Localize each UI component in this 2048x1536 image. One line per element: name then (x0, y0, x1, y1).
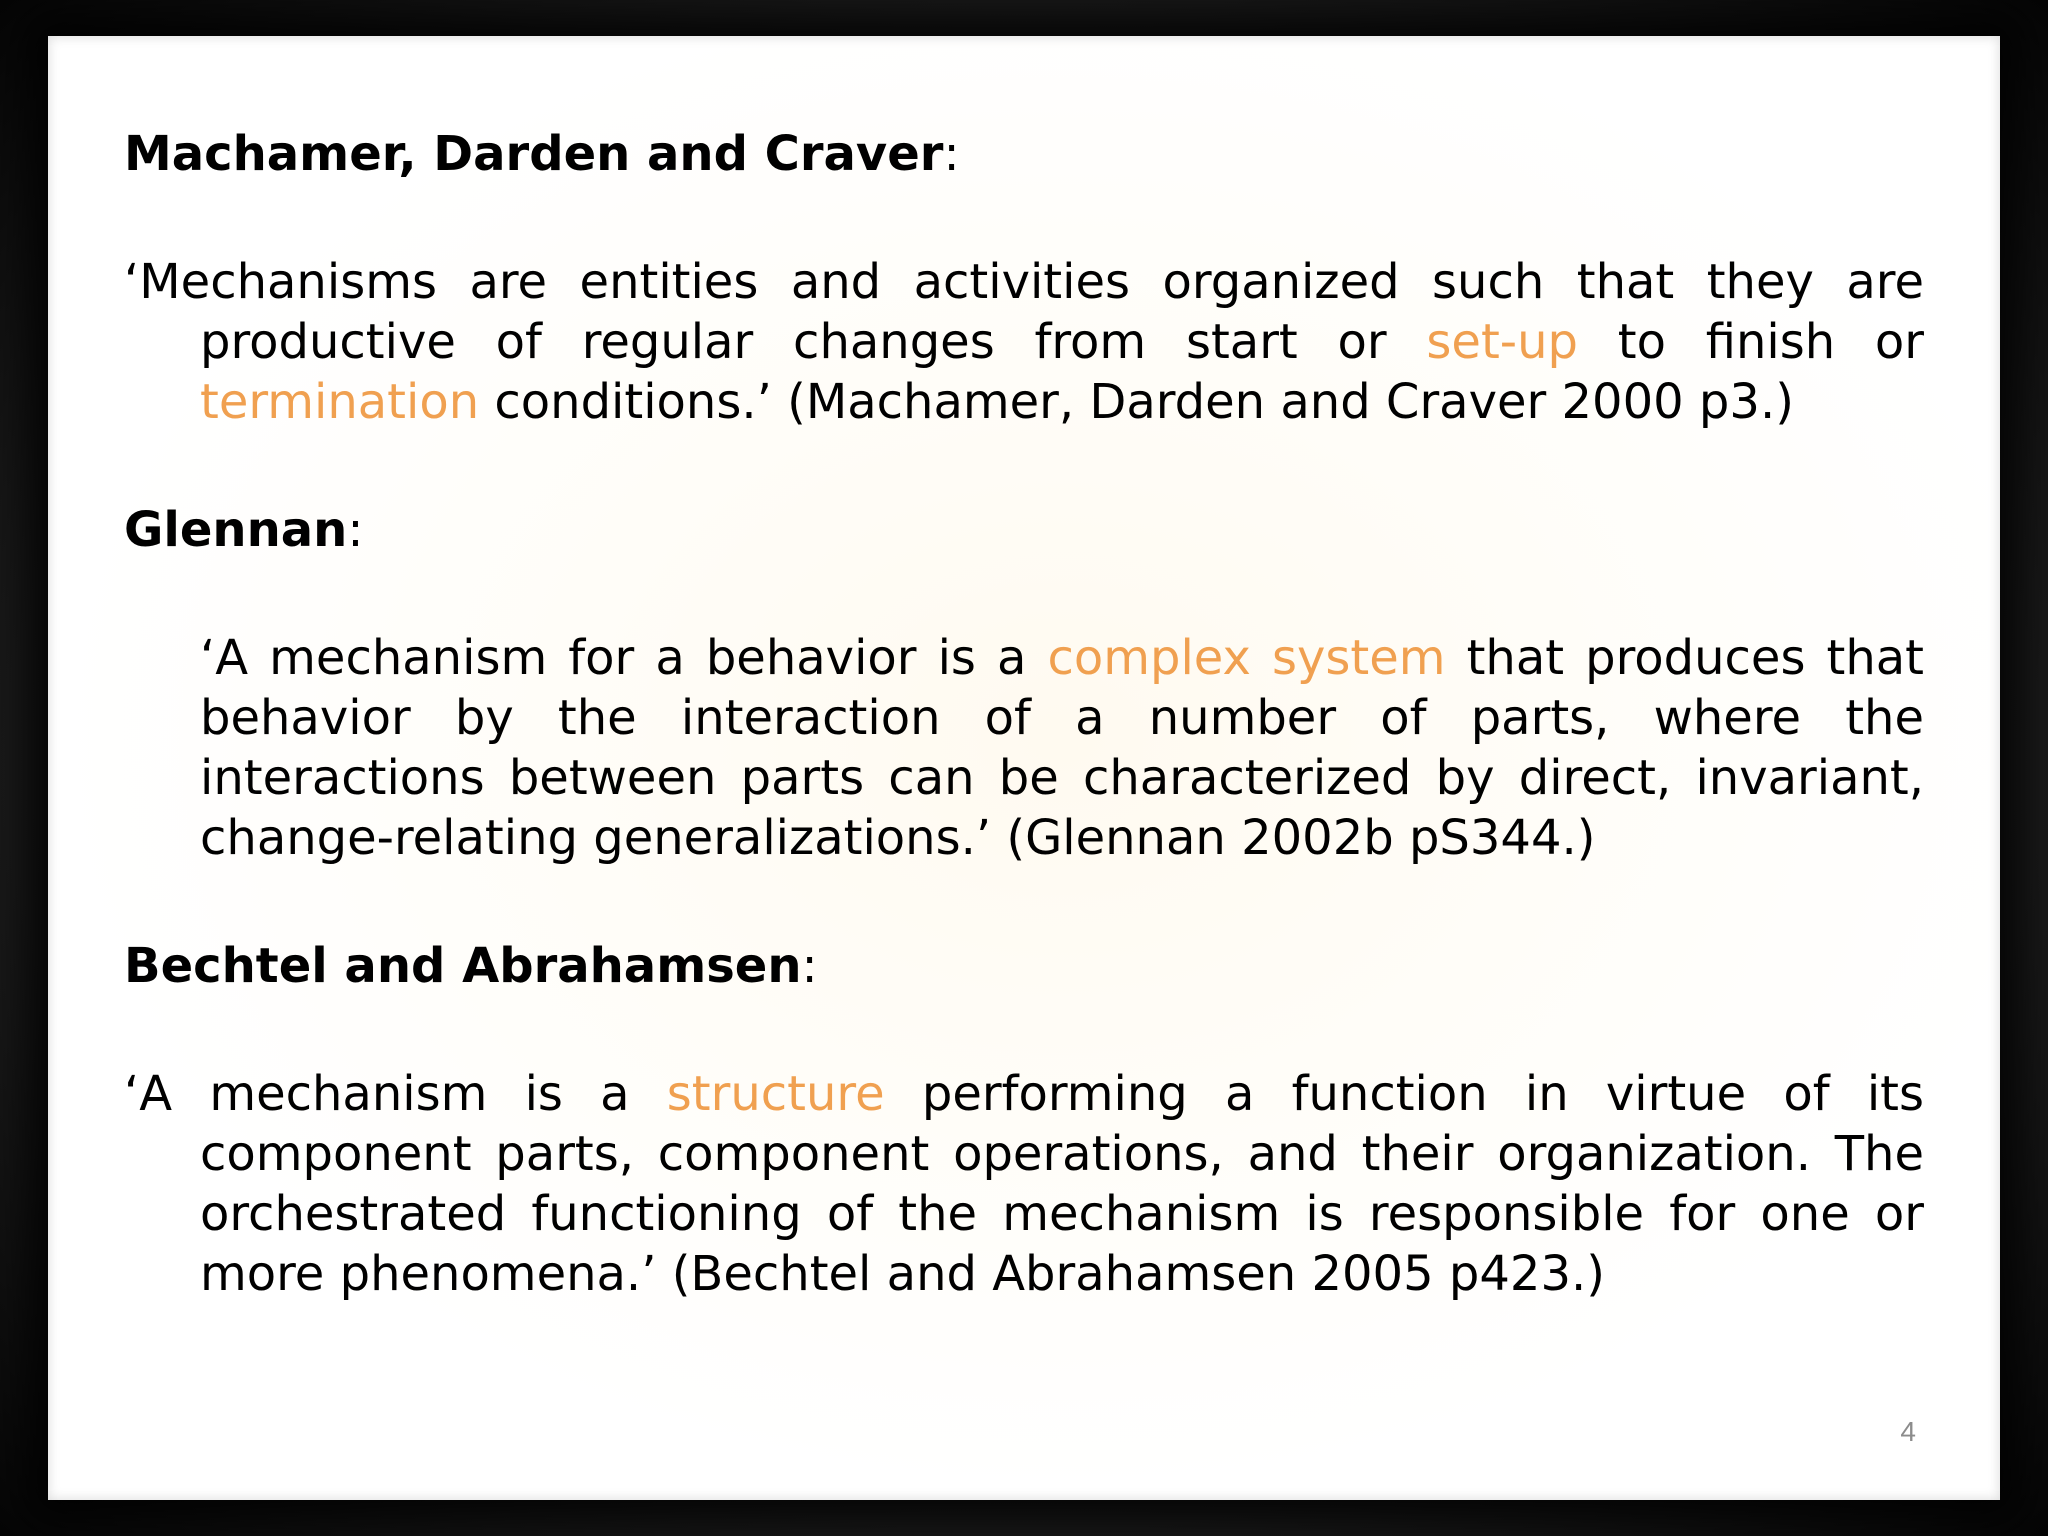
quote-bechtel-part-1: ‘A mechanism is a (124, 1066, 667, 1122)
highlight-set-up: set-up (1426, 314, 1578, 370)
heading-bechtel-text: Bechtel and Abrahamsen (124, 938, 802, 994)
quote-machamer (124, 252, 1924, 432)
quote-machamer-part-3: conditions.’ (Machamer, Darden and Craver 2000 p3.) (479, 374, 1794, 430)
highlight-complex-system: complex system (1047, 630, 1446, 686)
heading-machamer-text: Machamer, Darden and Craver (124, 126, 944, 182)
heading-glennan (124, 500, 1924, 560)
heading-machamer-colon: : (943, 126, 960, 182)
quote-machamer-part-2: to finish or (1577, 314, 1925, 370)
heading-bechtel (124, 936, 1924, 996)
slide-content (124, 124, 1924, 1304)
heading-machamer (124, 124, 1924, 184)
quote-glennan (124, 628, 1924, 868)
quote-glennan-part-1: ‘A mechanism for a behavior is a (200, 630, 1048, 686)
highlight-structure: structure (666, 1066, 885, 1122)
quote-glennan-part-2: that produces that behavior by the interaction of a number of parts, where the interactions between parts can be characterized by direct, invariant, change-relating generalizations.’ (Glennan 2002b pS344.) (200, 630, 1924, 866)
heading-glennan-text: Glennan (124, 502, 348, 558)
quote-machamer-part-1: ‘Mechanisms are entities and activities organized such that they are productive of regular changes from start or (124, 254, 1924, 370)
slide (48, 36, 2000, 1500)
highlight-termination: termination (200, 374, 480, 430)
quote-bechtel-part-2: performing a function in virtue of its component parts, component operations, and their organization. The orchestrated functioning of the mechanism is responsible for one or more phenomena.’ (Bechtel and Abrahamsen 2005 p423.) (200, 1066, 1925, 1302)
quote-bechtel (124, 1064, 1924, 1304)
heading-glennan-colon: : (347, 502, 364, 558)
heading-bechtel-colon: : (801, 938, 818, 994)
page-number: 4 (1900, 1416, 1916, 1447)
